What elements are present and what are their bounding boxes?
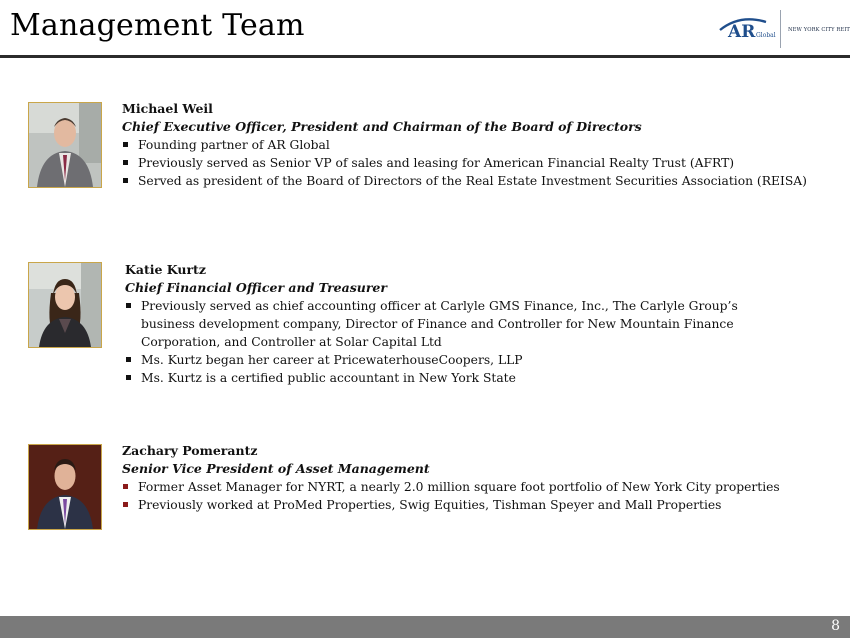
person-zachary-pomerantz — [122, 442, 822, 514]
bullet-item: Previously served as chief accounting officer at Carlyle GMS Finance, Inc., The Carlyle Group’s business development company, Director of Finance and Controller for New Mountain Finance Corporation, and Controller at Solar Capital Ltd — [125, 297, 785, 351]
bullet-item: Ms. Kurtz began her career at PricewaterhouseCoopers, LLP — [125, 351, 785, 369]
headshot-zachary-pomerantz — [28, 444, 102, 530]
person-name: Katie Kurtz — [125, 262, 206, 277]
page-number: 8 — [831, 618, 840, 634]
person-role: Chief Executive Officer, President and Chairman of the Board of Directors — [122, 119, 642, 134]
person-role: Chief Financial Officer and Treasurer — [125, 280, 387, 295]
logo-brand: AR — [728, 22, 756, 42]
person-bullets — [125, 297, 785, 387]
logo-partner: NEW YORK CITY REIT — [788, 27, 850, 33]
title-divider — [0, 55, 850, 58]
logo-brand-sub: Global — [756, 32, 776, 39]
bullet-item: Served as president of the Board of Directors of the Real Estate Investment Securities Association (REISA) — [122, 172, 822, 190]
person-bullets — [122, 478, 822, 514]
footer-bar — [0, 616, 850, 638]
bullet-item: Former Asset Manager for NYRT, a nearly 2.0 million square foot portfolio of New York City properties — [122, 478, 822, 496]
person-bullets — [122, 136, 822, 190]
headshot-katie-kurtz — [28, 262, 102, 348]
person-name: Zachary Pomerantz — [122, 443, 258, 458]
bullet-item: Previously served as Senior VP of sales and leasing for American Financial Realty Trust (AFRT) — [122, 154, 822, 172]
headshot-michael-weil — [28, 102, 102, 188]
person-michael-weil — [122, 100, 822, 190]
company-logo — [714, 10, 850, 50]
bullet-item: Ms. Kurtz is a certified public accountant in New York State — [125, 369, 785, 387]
person-name: Michael Weil — [122, 101, 213, 116]
person-role: Senior Vice President of Asset Management — [122, 461, 430, 476]
logo-divider — [780, 10, 781, 48]
bullet-item: Previously worked at ProMed Properties, Swig Equities, Tishman Speyer and Mall Properties — [122, 496, 822, 514]
person-katie-kurtz — [125, 261, 785, 387]
bullet-item: Founding partner of AR Global — [122, 136, 822, 154]
page-title: Management Team — [10, 8, 305, 43]
